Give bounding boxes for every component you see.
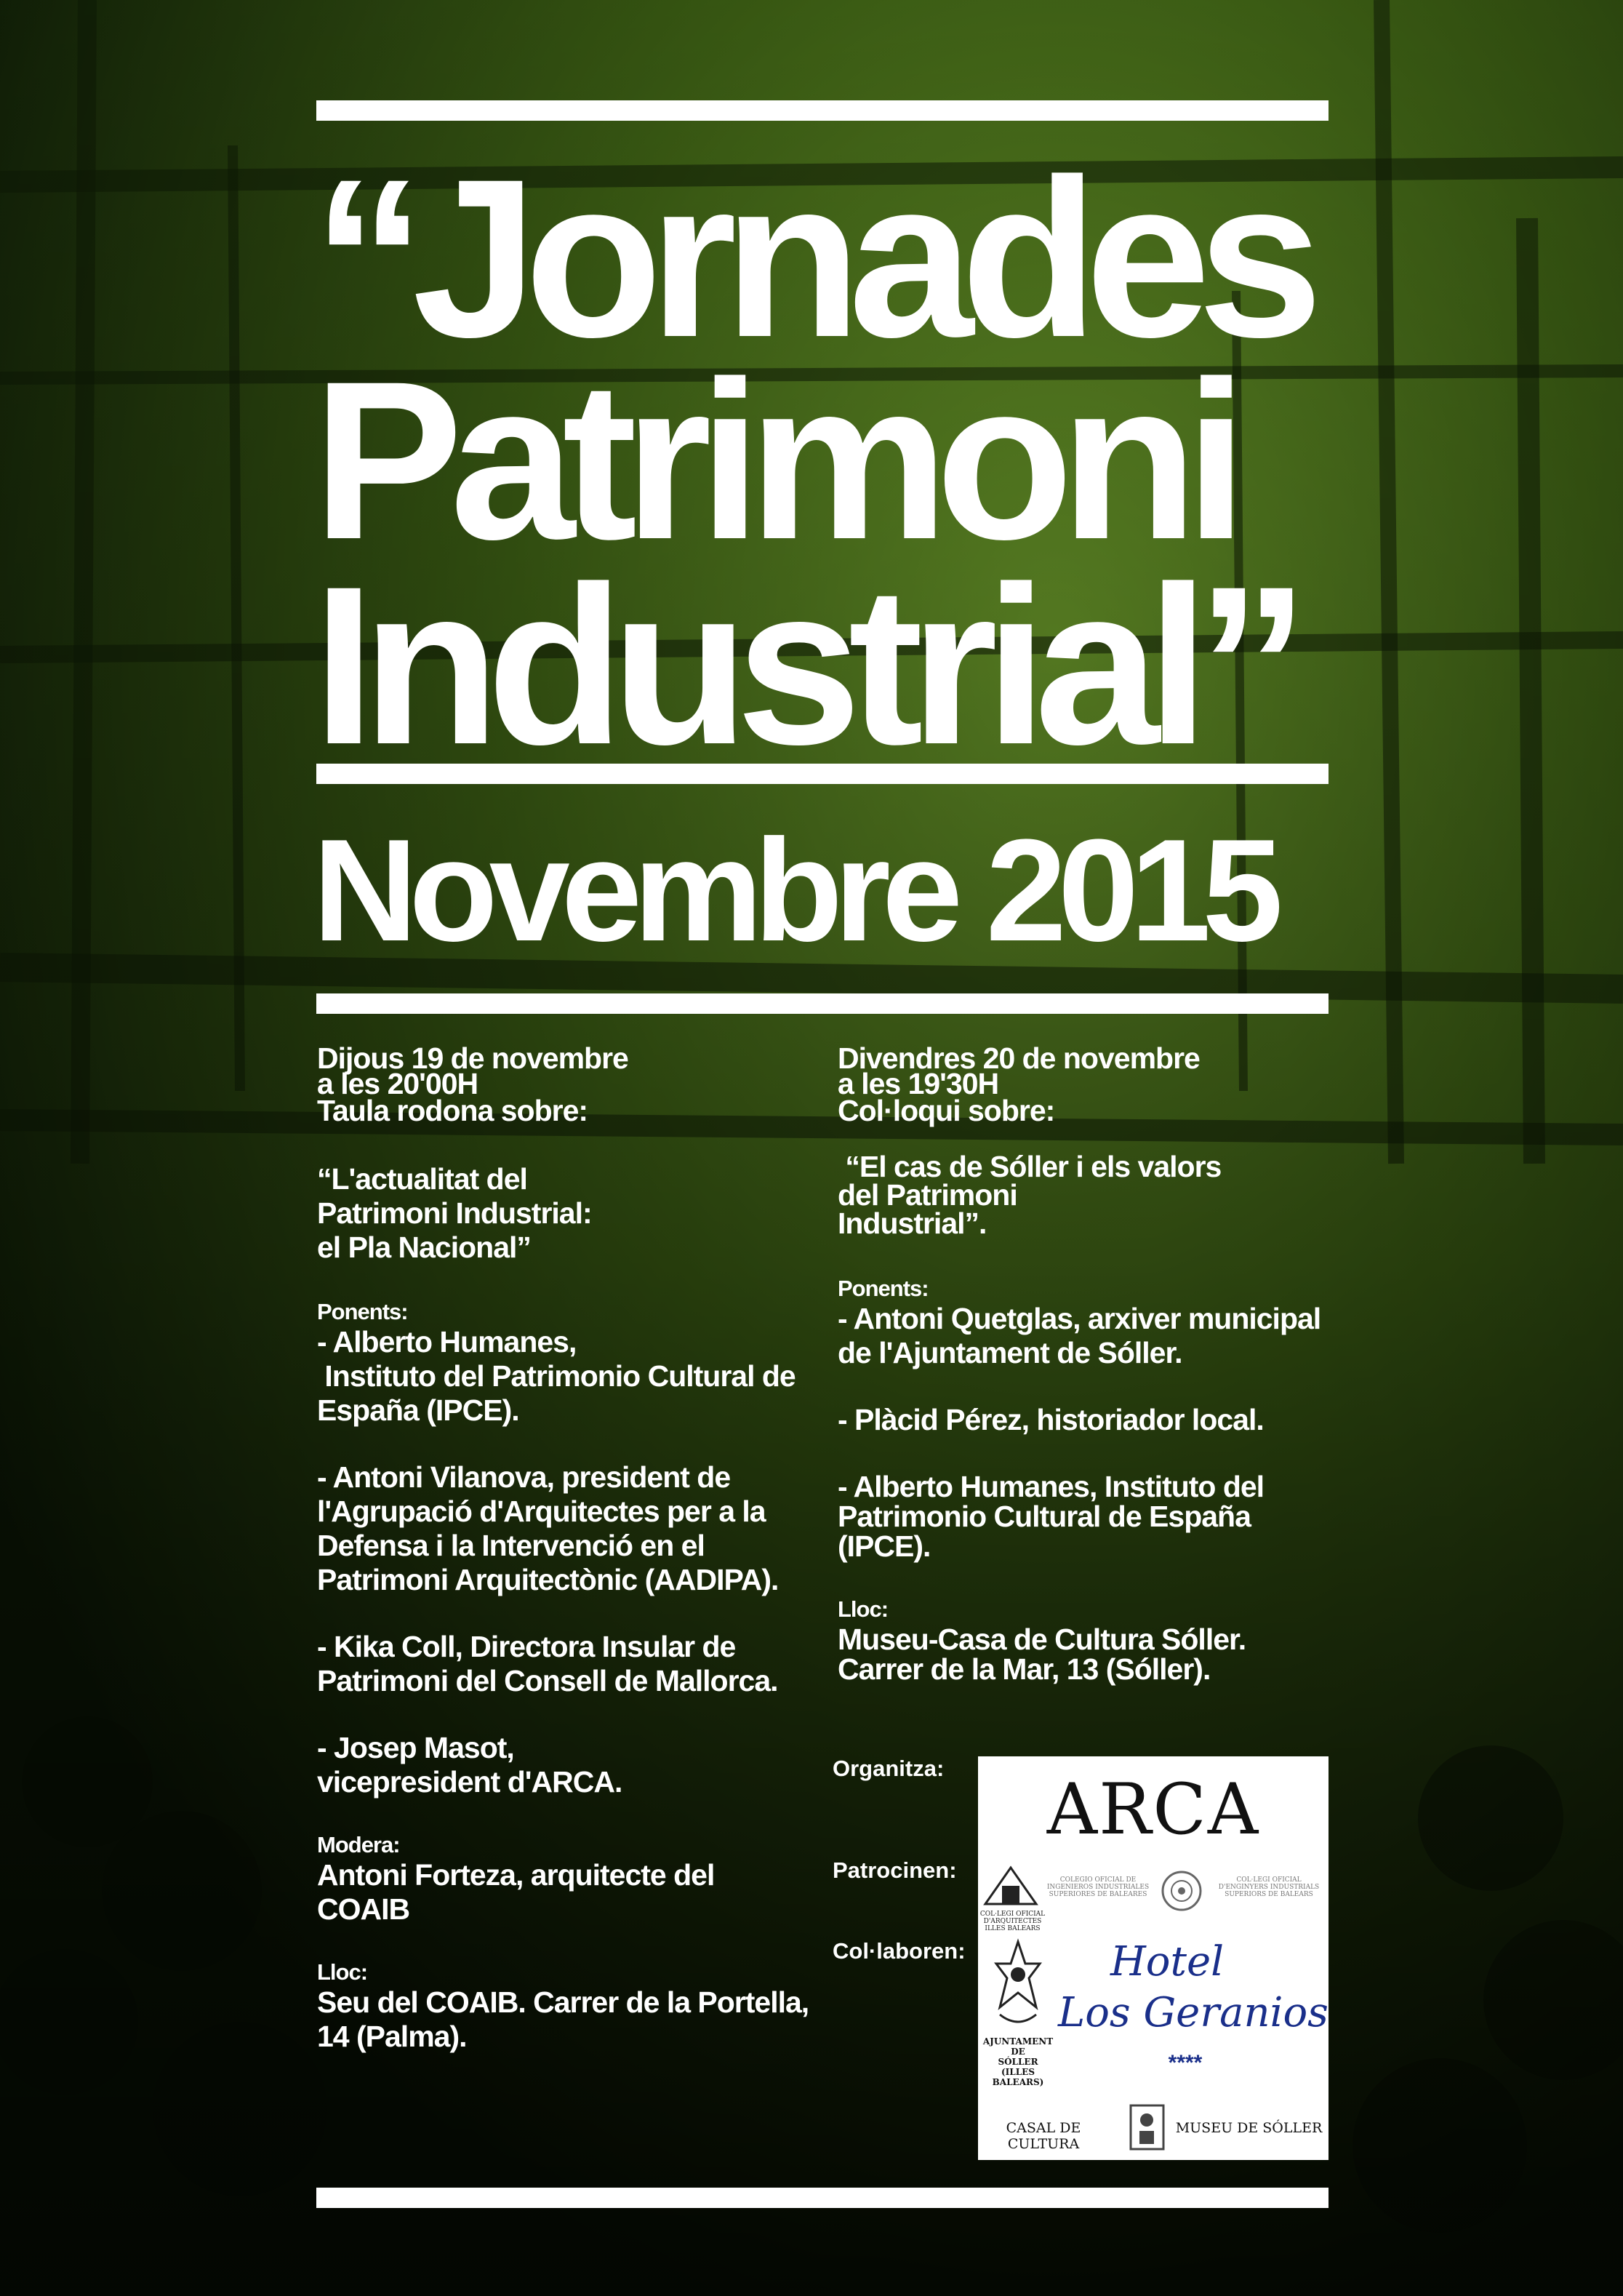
day1-type: Taula rodona sobre: [317,1094,588,1127]
day1-column [317,1041,826,2054]
day2-lloc-label: Lloc: [838,1596,889,1622]
day1-ponent-2: - Antoni Vilanova, president de l'Agrupació d'Arquitectes per a la Defensa i la Intervenció en el Patrimoni Arquitectònic (AADIPA). [317,1460,779,1596]
day1-time: a les 20'00H [317,1067,478,1100]
day1-modera: Antoni Forteza, arquitecte del COAIB [317,1858,715,1926]
coaib-text: COL·LEGI OFICIAL D'ARQUITECTES ILLES BALEARS [979,1911,1046,1932]
day1-ponent-1: - Alberto Humanes, Instituto del Patrimonio Cultural de España (IPCE). [317,1325,796,1427]
sponsor-logos-panel [978,1756,1329,2160]
hotel-name-line2: Los Geranios [1058,1989,1329,2036]
arca-logo: ARCA [1046,1769,1260,1850]
top-rule [316,100,1329,121]
museu-de-soller-text: MUSEU DE SÓLLER [1175,2120,1323,2136]
coeib-seal-icon [1160,1869,1203,1913]
col-laboren-label: Col·laboren: [833,1938,966,1964]
ajuntament-soller-text: AJUNTAMENT DE SÓLLER (ILLES BALEARS) [982,2036,1054,2087]
day2-date: Divendres 20 de novembre [838,1041,1200,1075]
title-line-1: “Jornades [313,132,1310,384]
museu-emblem-icon [1127,2102,1167,2153]
casal-de-cultura-text: CASAL DE CULTURA [1006,2120,1081,2152]
month-divider-rule [316,993,1329,1014]
day1-ponent-4: - Josep Masot, vicepresident d'ARCA. [317,1731,622,1799]
event-month: Novembre 2015 [313,809,1275,972]
bottom-rule [316,2188,1329,2208]
day1-lloc-label: Lloc: [317,1959,368,1985]
day2-time: a les 19'30H [838,1067,999,1100]
hotel-stars: **** [1168,2051,1203,2075]
title-line-3: Industrial” [313,539,1297,791]
title-line-2: Patrimoni [313,334,1235,586]
coaib-logo-icon [982,1864,1040,1908]
day1-lloc: Seu del COAIB. Carrer de la Portella, 14 (Palma). [317,1985,809,2053]
day2-ponent-1: - Antoni Quetglas, arxiver municipal de l'Ajuntament de Sóller. [838,1302,1321,1369]
day1-topic: “L'actualitat del Patrimoni Industrial: el Pla Nacional” [317,1162,592,1264]
day1-ponent-3: - Kika Coll, Directora Insular de Patrimoni del Consell de Mallorca. [317,1630,778,1697]
organitza-label: Organitza: [833,1756,945,1781]
day2-ponents-label: Ponents: [838,1276,929,1301]
ajuntament-soller-crest-icon [993,1938,1043,2033]
day2-type: Col·loqui sobre: [838,1094,1055,1127]
day1-date: Dijous 19 de novembre [317,1041,628,1075]
day2-ponent-3: - Alberto Humanes, Instituto del Patrimonio Cultural de España (IPCE). [838,1470,1265,1563]
hotel-name-line1: Hotel [1110,1938,1225,1985]
day1-modera-label: Modera: [317,1832,400,1857]
patrocinen-label: Patrocinen: [833,1857,957,1883]
day2-topic: “El cas de Sóller i els valors del Patrimoni Industrial”. [838,1150,1222,1240]
coeib-text: COLEGIO OFICIAL DE INGENIEROS INDUSTRIALES SUPERIORES DE BALEARES [1046,1876,1150,1898]
day2-column [838,1041,1347,1687]
day1-ponents-label: Ponents: [317,1299,408,1324]
coeib-cat-text: COL·LEGI OFICIAL D'ENGINYERS INDUSTRIALS SUPERIORS DE BALEARS [1218,1876,1320,1898]
day2-ponent-2: - Plàcid Pérez, historiador local. [838,1403,1264,1436]
day2-lloc: Museu-Casa de Cultura Sóller. Carrer de la Mar, 13 (Sóller). [838,1623,1246,1686]
